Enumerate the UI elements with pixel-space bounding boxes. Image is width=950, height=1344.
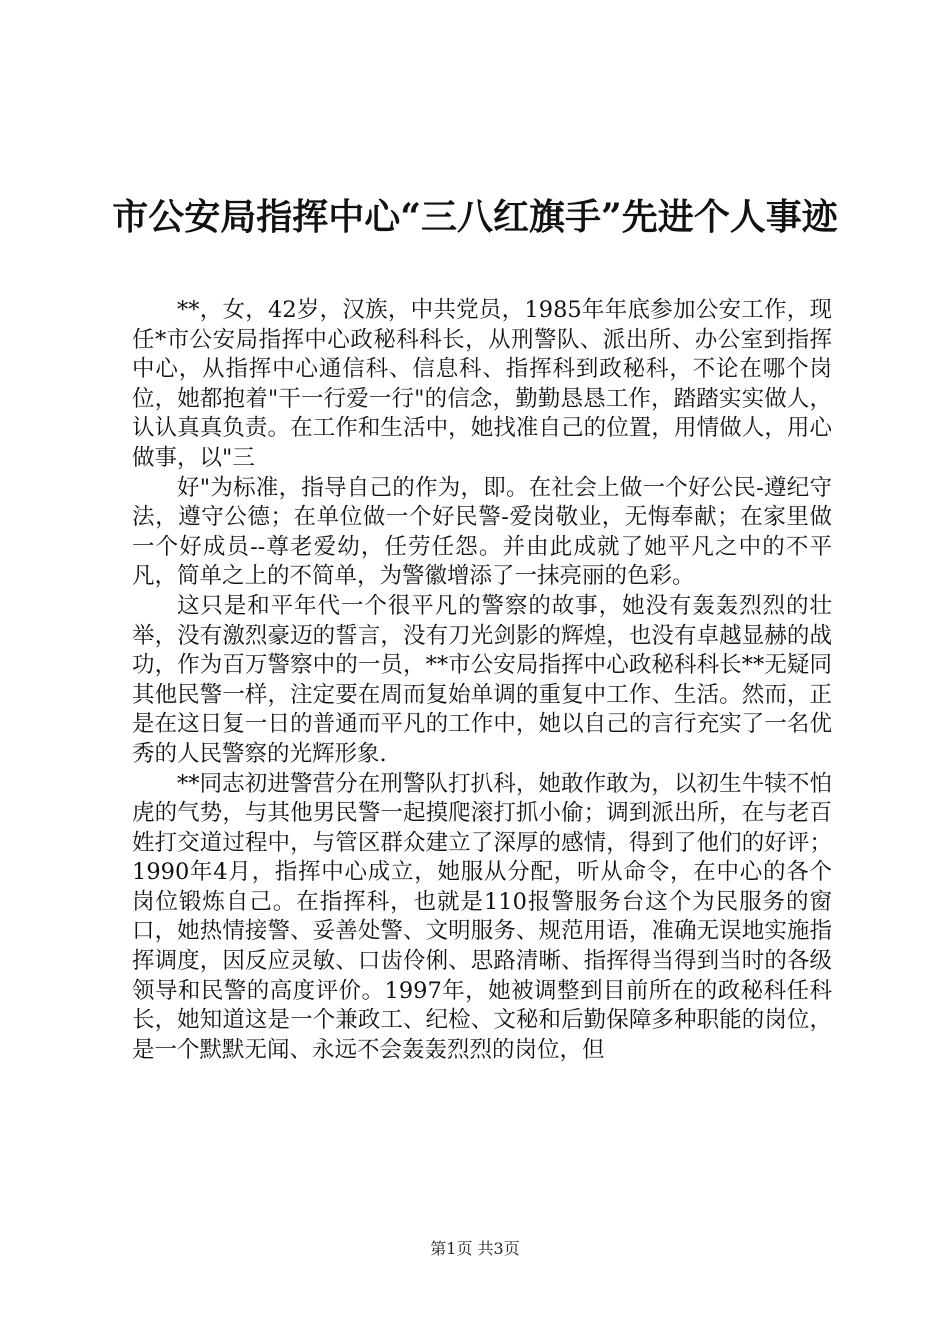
paragraph-3: 这只是和平年代一个很平凡的警察的故事，她没有轰轰烈烈的壮举，没有激烈豪迈的誓言，没有刀光剑影的辉煌，也没有卓越显赫的战功，作为百万警察中的一员，**市公安局指挥中心政秘科科长**无疑同其他民警一样，注定要在周而复始单调的重复中工作、生活。然而，正是在这日复一日的普通而平凡的工作中，她以自己的言行充实了一名优秀的人民警察的光辉形象. [132,592,832,767]
paragraph-2: 好"为标准，指导自己的作为，即。在社会上做一个好公民-遵纪守法，遵守公德；在单位做一个好民警-爱岗敬业，无悔奉献；在家里做一个好成员--尊老爱幼，任劳任怨。并由此成就了她平凡之中的不平凡，简单之上的不简单，为警徽增添了一抹亮丽的色彩。 [132,474,832,590]
document-title: 市公安局指挥中心“三八红旗手”先进个人事迹 [112,196,838,239]
paragraph-4: **同志初进警营分在刑警队打扒科，她敢作敢为，以初生牛犊不怕虎的气势，与其他男民警一起摸爬滚打抓小偷；调到派出所，在与老百姓打交道过程中，与管区群众建立了深厚的感情，得到了他们的好评；1990年4月，指挥中心成立，她服从分配，听从命令，在中心的各个岗位锻炼自己。在指挥科，也就是110报警服务台这个为民服务的窗口，她热情接警、妥善处警、文明服务、规范用语，准确无误地实施指挥调度，因反应灵敏、口齿伶俐、思路清晰、指挥得当得到当时的各级领导和民警的高度评价。1997年，她被调整到目前所在的政秘科任科长，她知道这是一个兼政工、纪检、文秘和后勤保障多种职能的岗位，是一个默默无闻、永远不会轰轰烈烈的岗位，但 [132,770,832,1063]
page-footer: 第1页 共3页 [430,1239,520,1258]
paragraph-1: **，女，42岁，汉族，中共党员，1985年年底参加公安工作，现任*市公安局指挥中心政秘科科长，从刑警队、派出所、办公室到指挥中心，从指挥中心通信科、信息科、指挥科到政秘科，不论在哪个岗位，她都抱着"干一行爱一行"的信念，勤勤恳恳工作，踏踏实实做人，认认真真负责。在工作和生活中，她找准自己的位置，用情做人，用心做事，以"三 [132,297,832,471]
document-body [132,296,832,1065]
